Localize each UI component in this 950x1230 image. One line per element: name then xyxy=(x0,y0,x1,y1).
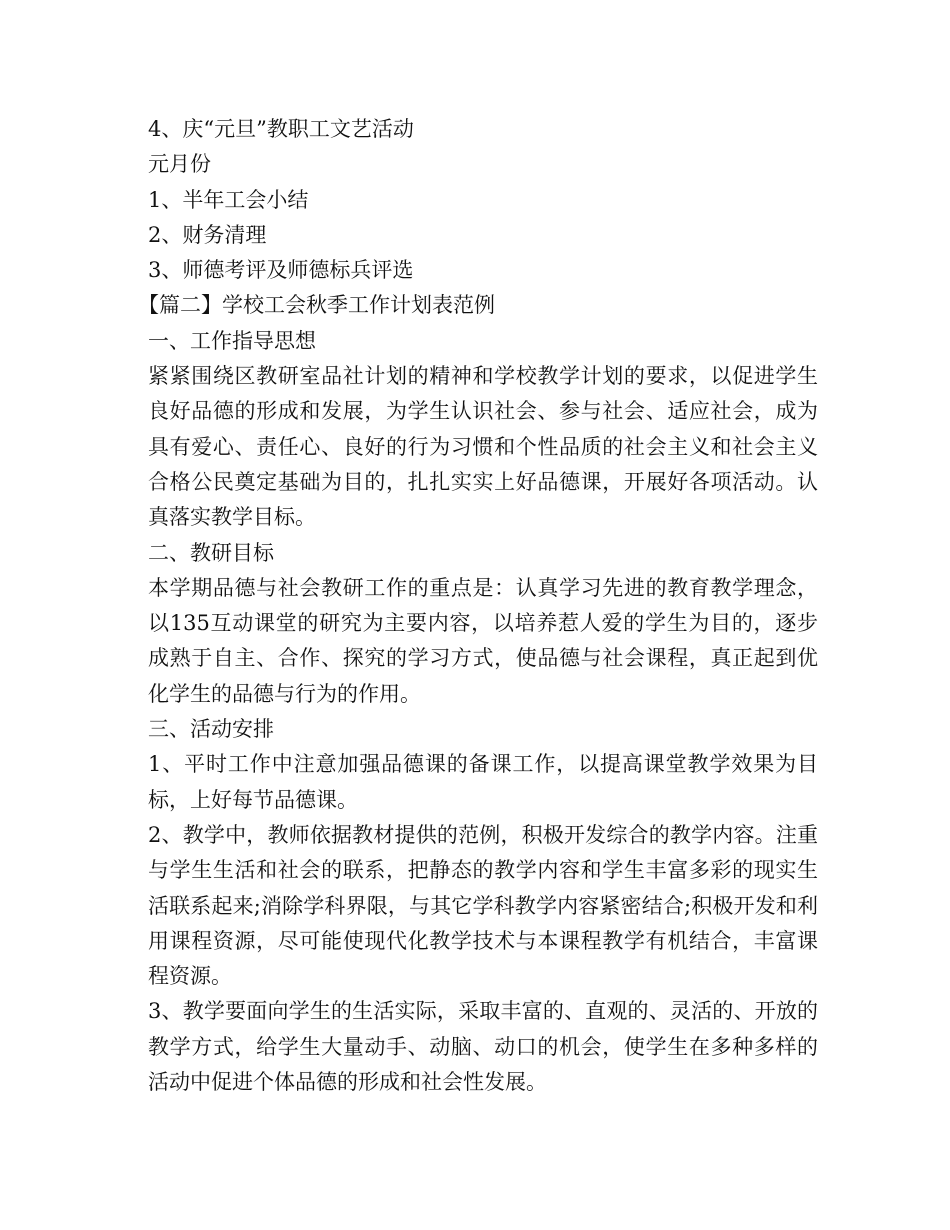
paragraph-guiding-thought: 紧紧围绕区教研室品社计划的精神和学校教学计划的要求，以促进学生良好品德的形成和发展，为学生认识社会、参与社会、适应社会，成为具有爱心、责任心、良好的行为习惯和个性品质的社会主义和社会主义合格公民奠定基础为目的，扎扎实实上好品德课，开展好各项活动。认真落实教学目标。 xyxy=(148,364,818,530)
january-item-3: 3、师德考评及师德标兵评选 xyxy=(148,258,414,283)
paragraph-research-goals: 本学期品德与社会教研工作的重点是：认真学习先进的教育教学理念，以135互动课堂的研究为主要内容，以培养惹人爱的学生为目的，逐步成熟于自主、合作、探究的学习方式，使品德与社会课程，真正起到优化学生的品德与行为的作用。 xyxy=(148,575,818,706)
heading-research-goals: 二、教研目标 xyxy=(148,540,274,565)
activity-arrangement-item-2: 2、教学中，教师依据教材提供的范例，积极开发综合的教学内容。注重与学生生活和社会的联系，把静态的教学内容和学生丰富多彩的现实生活联系起来;消除学科界限，与其它学科教学内容紧密结合;积极开发和利用课程资源，尽可能使现代化教学技术与本课程教学有机结合，丰富课程资源。 xyxy=(148,822,818,989)
activity-item-new-year: 4、庆“元旦”教职工文艺活动 xyxy=(148,117,414,141)
activity-arrangement-item-3: 3、教学要面向学生的生活实际，采取丰富的、直观的、灵活的、开放的教学方式，给学生大量动手、动脑、动口的机会，使学生在多种多样的活动中促进个体品德的形成和社会性发展。 xyxy=(148,999,818,1095)
heading-activity-arrangement: 三、活动安排 xyxy=(148,717,274,742)
january-item-1: 1、半年工会小结 xyxy=(148,187,309,212)
section-title-part-two: 【篇二】学校工会秋季工作计划表范例 xyxy=(138,293,495,318)
heading-guiding-thought: 一、工作指导思想 xyxy=(148,328,316,353)
activity-arrangement-item-1: 1、平时工作中注意加强品德课的备课工作，以提高课堂教学效果为目标，上好每节品德课。 xyxy=(148,752,818,812)
document-body xyxy=(138,112,818,1100)
month-heading-january: 元月份 xyxy=(148,152,211,177)
january-item-2: 2、财务清理 xyxy=(148,222,267,247)
